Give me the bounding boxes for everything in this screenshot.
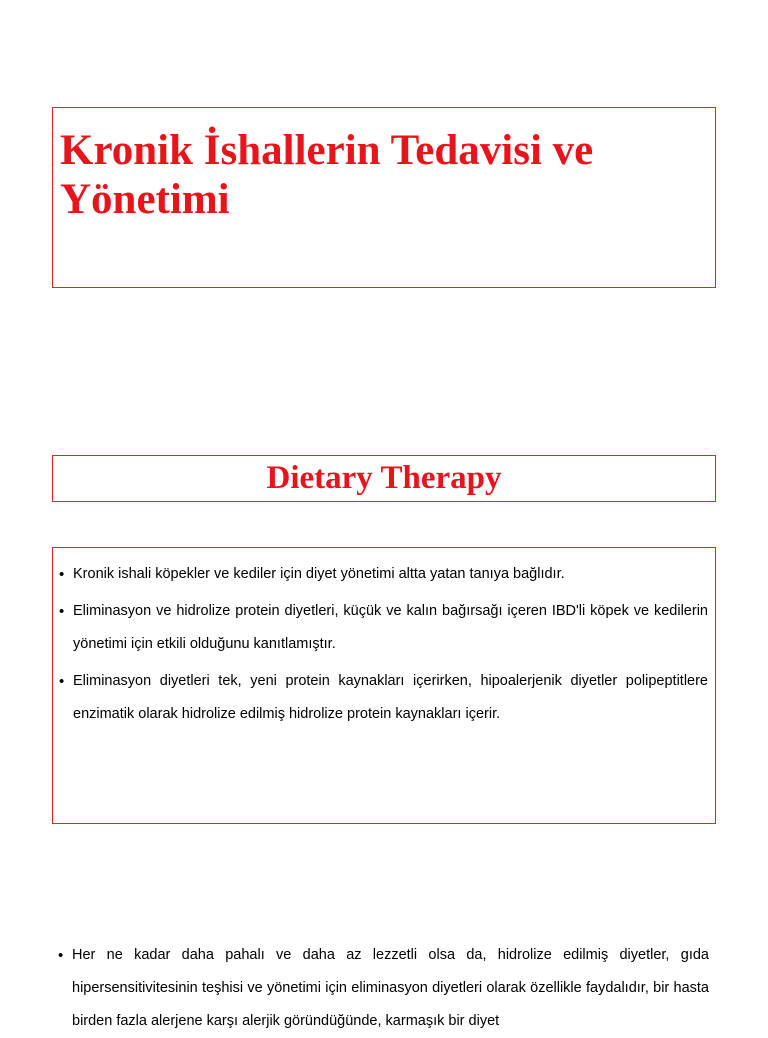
- bullet-dot: •: [59, 566, 65, 583]
- list-item: [53, 665, 715, 731]
- list-item: [53, 558, 715, 591]
- bullet-dot: •: [59, 673, 65, 690]
- bullet-dot: •: [58, 947, 64, 964]
- section-heading: Dietary Therapy: [266, 460, 502, 496]
- bullet-list: [53, 558, 715, 735]
- bullet-dot: •: [59, 603, 65, 620]
- title-box: [52, 107, 716, 288]
- content-box: [52, 547, 716, 824]
- list-item: [52, 939, 716, 1038]
- list-item: [53, 595, 715, 661]
- bullet-text: Eliminasyon ve hidrolize protein diyetleri, küçük ve kalın bağırsağı içeren IBD'li köpek ve kedilerin yönetimi için etkili olduğunu kanıtlamıştır.: [73, 603, 708, 652]
- lower-bullet-list: [52, 939, 716, 1038]
- bullet-text: Eliminasyon diyetleri tek, yeni protein kaynakları içerirken, hipoalerjenik diyetler polipeptitlere enzimatik olarak hidrolize edilmiş hidrolize protein kaynakları içerir.: [73, 673, 708, 722]
- bullet-text: Her ne kadar daha pahalı ve daha az lezzetli olsa da, hidrolize edilmiş diyetler, gıda hipersensitivitesinin teşhisi ve yönetimi için eliminasyon diyetleri olarak özellikle faydalıdır, bir hasta birden fazla alerjene karşı alerjik göründüğünde, karmaşık bir diyet: [72, 947, 709, 1029]
- section-heading-box: [52, 455, 716, 502]
- bullet-text: Kronik ishali köpekler ve kediler için diyet yönetimi altta yatan tanıya bağlıdır.: [73, 566, 565, 582]
- page-title: Kronik İshallerin Tedavisi ve Yönetimi: [60, 127, 594, 223]
